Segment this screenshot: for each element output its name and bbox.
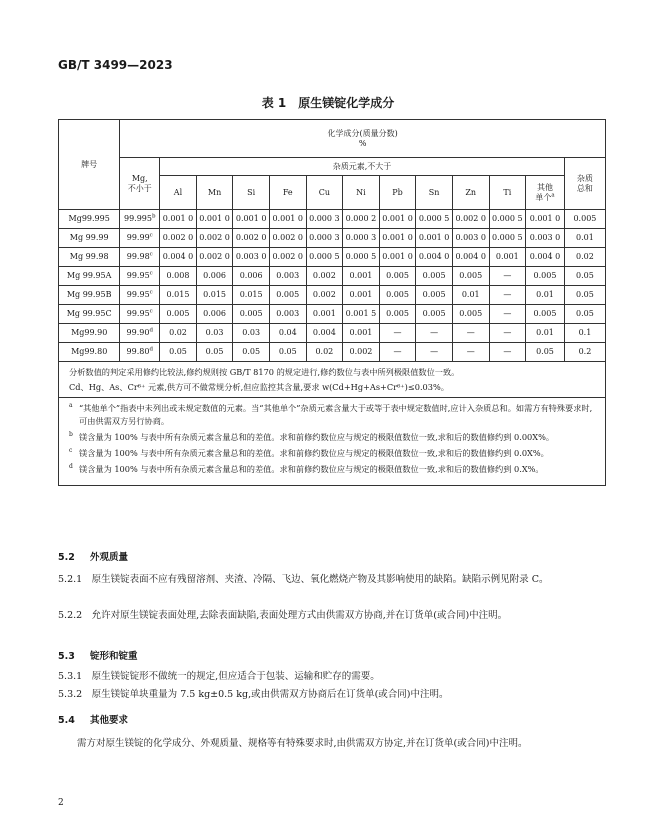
value-cell: 0.005 [416,286,453,305]
value-cell: 0.05 [564,305,605,324]
table-row [59,248,606,267]
value-cell: 0.000 5 [343,248,380,267]
value-cell: 0.005 [269,286,306,305]
value-cell: 0.01 [526,286,565,305]
chem-composition-header: 化学成分(质量分数) % [120,120,606,158]
mg-cell: 99.95$^c$ [120,305,160,324]
chemical-composition-table [58,119,606,486]
value-cell: 0.002 0 [233,229,270,248]
element-header: Mn [196,176,233,210]
value-cell: 0.000 3 [306,229,343,248]
value-cell: 0.002 0 [196,229,233,248]
table-footnotes [59,398,606,486]
clause-5-3-2: 5.3.2 原生镁锭单块重量为 7.5 kg±0.5 kg,或由供需双方协商后在订货单(或合同)中注明。 [58,689,449,700]
value-cell: 0.02 [160,324,197,343]
table-row [59,210,606,229]
value-cell: 0.01 [452,286,489,305]
value-cell: 0.004 0 [452,248,489,267]
value-cell: 0.04 [269,324,306,343]
value-cell: 0.006 [196,267,233,286]
value-cell: 0.003 0 [526,229,565,248]
value-cell: 0.015 [233,286,270,305]
value-cell: 0.05 [233,343,270,362]
section-5-3-heading: 5.3 锭形和锭重 [58,651,138,662]
value-cell: 0.002 [306,267,343,286]
value-cell: — [489,324,526,343]
footnote: d 镁含量为 100% 与表中所有杂质元素含量总和的差值。求和前修约数位应与规定的极限值数位一致,求和后的数值修约到 0.X%。 [69,463,544,474]
value-cell: 0.002 0 [269,229,306,248]
element-header: Si [233,176,270,210]
table-row [59,305,606,324]
value-cell: — [489,267,526,286]
grade-cell: Mg99.995 [59,210,120,229]
value-cell: — [489,286,526,305]
table-row [59,343,606,362]
clause-5-4-body: 需方对原生镁锭的化学成分、外观质量、规格等有特殊要求时,由供需双方协定,并在订货单(或合同)中注明。 [58,738,528,749]
table-row [59,324,606,343]
grade-cell: Mg 99.95B [59,286,120,305]
value-cell: 0.01 [564,229,605,248]
value-cell: 0.000 3 [306,210,343,229]
grade-cell: Mg99.90 [59,324,120,343]
value-cell: 0.002 0 [196,248,233,267]
value-cell: — [452,324,489,343]
value-cell: 0.001 0 [233,210,270,229]
value-cell: 0.002 [306,286,343,305]
value-cell: 0.03 [196,324,233,343]
value-cell: 0.001 5 [343,305,380,324]
value-cell: 0.001 0 [269,210,306,229]
value-cell: 0.001 [343,286,380,305]
value-cell: 0.002 0 [160,229,197,248]
value-cell: 0.015 [196,286,233,305]
clause-5-3-1: 5.3.1 原生镁锭锭形不做统一的规定,但应适合于包装、运输和贮存的需要。 [58,671,380,682]
value-cell: 0.03 [233,324,270,343]
value-cell: 0.002 0 [269,248,306,267]
value-cell: 0.001 [343,267,380,286]
value-cell: 0.005 [526,305,565,324]
element-header: Zn [452,176,489,210]
value-cell: 0.02 [564,248,605,267]
grade-cell: Mg99.80 [59,343,120,362]
mg-cell: 99.95$^c$ [120,267,160,286]
value-cell: 0.006 [233,267,270,286]
element-header: Al [160,176,197,210]
value-cell: 0.05 [526,343,565,362]
mg-header: Mg, 不小于 [120,158,160,210]
footnote: a “其他单个”指表中未列出或未规定数值的元素。当“其他单个”杂质元素含量大于或等于表中规定数值时,应计入杂质总和。如需方有特殊要求时,可由供需双方另行协商。 [69,402,593,426]
standard-code: GB/T 3499—2023 [58,58,173,72]
mg-cell: 99.995$^b$ [120,210,160,229]
value-cell: 0.1 [564,324,605,343]
value-cell: — [452,343,489,362]
value-cell: 0.003 [269,267,306,286]
value-cell: 0.005 [416,267,453,286]
value-cell: 0.001 [306,305,343,324]
value-cell: 0.003 [269,305,306,324]
value-cell: 0.004 0 [160,248,197,267]
table-note: 分析数值的判定采用修约比较法,修约规则按 GB/T 8170 的规定进行,修约数位与表中所列极限值数位一致。 Cd、Hg、As、Cr⁶⁺ 元素,供方可不做常规分析,但应监控其含量,要求 w(Cd+Hg+As+Cr⁶⁺)≤0.03%。 [59,362,606,398]
table-row [59,267,606,286]
footnote: b 镁含量为 100% 与表中所有杂质元素含量总和的差值。求和前修约数位应与规定的极限值数位一致,求和后的数值修约到 0.00X%。 [69,431,555,442]
section-5-2-heading: 5.2 外观质量 [58,552,129,563]
clause-5-2-1: 5.2.1 原生镁锭表面不应有残留溶剂、夹渣、冷隔、飞边、氧化燃烧产物及其影响使用的缺陷。缺陷示例见附录 C。 [58,574,549,585]
element-header: Cu [306,176,343,210]
value-cell: 0.000 5 [489,229,526,248]
value-cell: 0.001 0 [196,210,233,229]
other-single-header: 其他 单个$^a$ [526,176,565,210]
value-cell: 0.004 0 [416,248,453,267]
value-cell: 0.005 [452,267,489,286]
value-cell: 0.005 [379,305,416,324]
mg-cell: 99.90$^d$ [120,324,160,343]
value-cell: 0.005 [416,305,453,324]
value-cell: 0.001 [489,248,526,267]
value-cell: — [416,343,453,362]
value-cell: 0.005 [564,210,605,229]
value-cell: 0.001 [343,324,380,343]
value-cell: 0.004 [306,324,343,343]
value-cell: 0.001 0 [526,210,565,229]
value-cell: 0.2 [564,343,605,362]
footnote: c 镁含量为 100% 与表中所有杂质元素含量总和的差值。求和前修约数位应与规定的极限值数位一致,求和后的数值修约到 0.0X%。 [69,447,549,458]
value-cell: 0.004 0 [526,248,565,267]
value-cell: 0.001 0 [379,229,416,248]
mg-cell: 99.95$^c$ [120,286,160,305]
grade-cell: Mg 99.99 [59,229,120,248]
value-cell: 0.005 [160,305,197,324]
value-cell: 0.005 [379,286,416,305]
value-cell: — [416,324,453,343]
value-cell: 0.05 [564,286,605,305]
section-5-4-heading: 5.4 其他要求 [58,715,129,726]
element-header: Ni [343,176,380,210]
value-cell: 0.008 [160,267,197,286]
value-cell: — [489,305,526,324]
value-cell: 0.001 0 [379,210,416,229]
value-cell: 0.000 5 [489,210,526,229]
value-cell: 0.05 [269,343,306,362]
element-header: Ti [489,176,526,210]
page-number: 2 [58,798,64,808]
total-impurity-header: 杂质 总和 [564,158,605,210]
element-header: Sn [416,176,453,210]
value-cell: 0.005 [233,305,270,324]
mg-cell: 99.80$^d$ [120,343,160,362]
value-cell: — [489,343,526,362]
value-cell: 0.02 [306,343,343,362]
value-cell: 0.002 [343,343,380,362]
value-cell: 0.05 [160,343,197,362]
value-cell: 0.002 0 [452,210,489,229]
value-cell: 0.05 [564,267,605,286]
value-cell: 0.001 0 [416,229,453,248]
mg-cell: 99.98$^c$ [120,248,160,267]
value-cell: 0.015 [160,286,197,305]
value-cell: 0.005 [379,267,416,286]
value-cell: 0.01 [526,324,565,343]
table-row [59,229,606,248]
value-cell: 0.000 2 [343,210,380,229]
value-cell: 0.001 0 [160,210,197,229]
value-cell: 0.003 0 [452,229,489,248]
value-cell: 0.000 5 [306,248,343,267]
value-cell: 0.000 5 [416,210,453,229]
value-cell: 0.005 [526,267,565,286]
grade-cell: Mg 99.95A [59,267,120,286]
mg-cell: 99.99$^c$ [120,229,160,248]
value-cell: 0.003 0 [233,248,270,267]
value-cell: 0.001 0 [379,248,416,267]
value-cell: 0.05 [196,343,233,362]
value-cell: 0.005 [452,305,489,324]
value-cell: 0.006 [196,305,233,324]
clause-5-2-2: 5.2.2 允许对原生镁锭表面处理,去除表面缺陷,表面处理方式由供需双方协商,并在订货单(或合同)中注明。 [58,610,508,621]
table-title: 表 1 原生镁锭化学成分 [261,96,395,110]
value-cell: 0.000 3 [343,229,380,248]
value-cell: — [379,324,416,343]
element-header: Pb [379,176,416,210]
grade-cell: Mg 99.95C [59,305,120,324]
grade-cell: Mg 99.98 [59,248,120,267]
grade-header: 牌号 [59,120,120,210]
value-cell: — [379,343,416,362]
impurity-header: 杂质元素,不大于 [160,158,565,176]
element-header: Fe [269,176,306,210]
table-row [59,286,606,305]
